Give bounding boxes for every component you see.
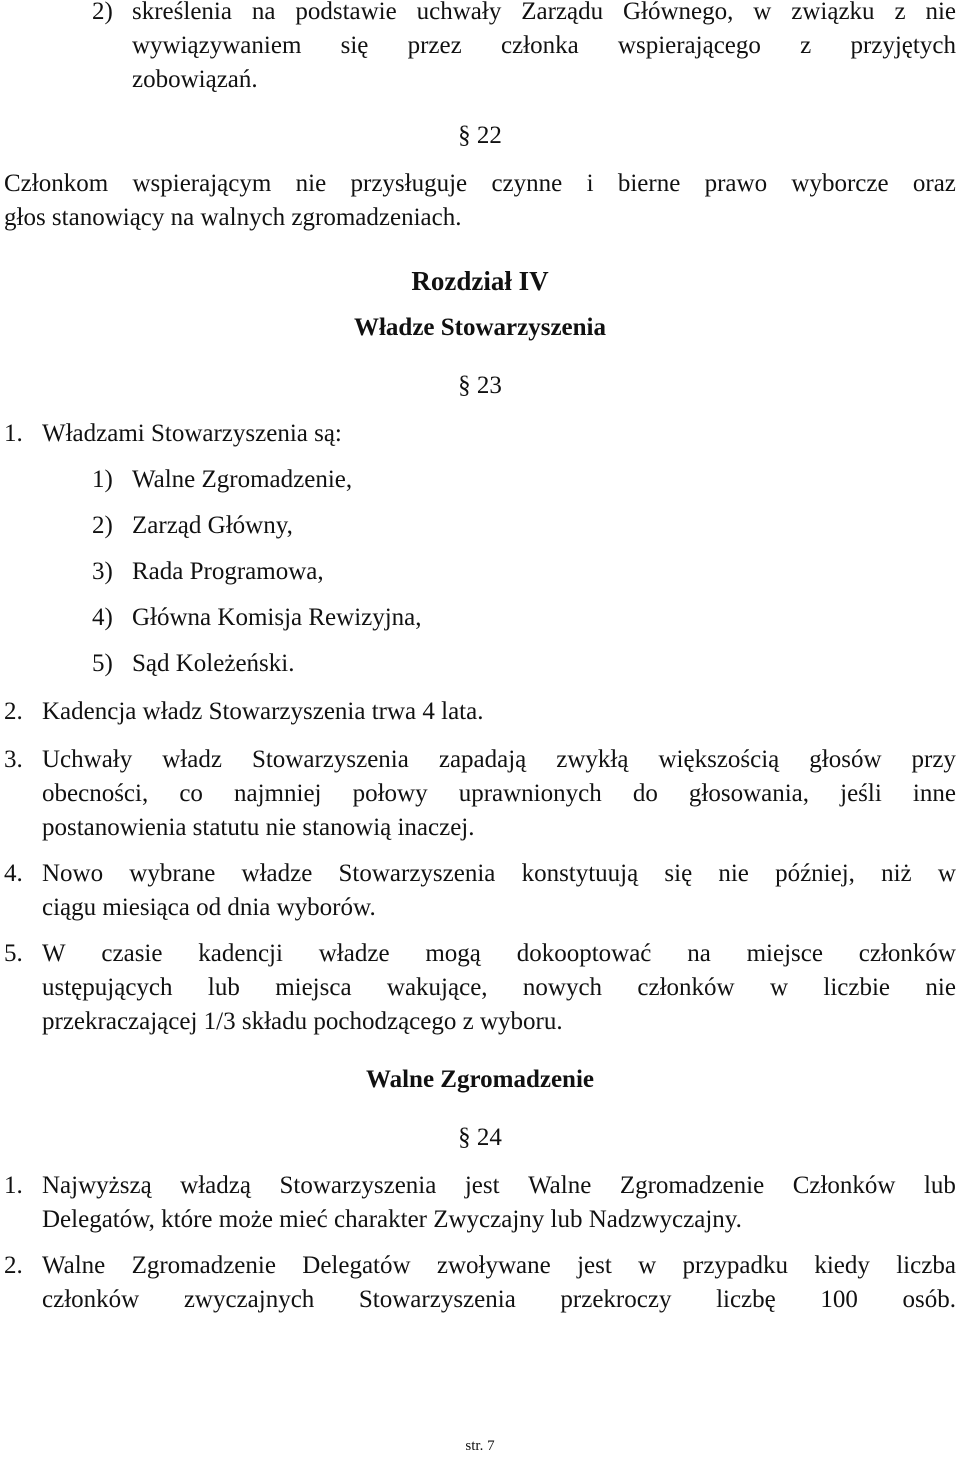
subsection-title: Walne Zgromadzenie — [365, 1066, 594, 1093]
paragraph-line: wywiązywaniem się przez członka wspierającego z przyjętych — [132, 32, 956, 59]
list-number: 5) — [92, 650, 113, 677]
list-item: Główna Komisja Rewizyjna, — [132, 604, 422, 631]
list-item: Walne Zgromadzenie, — [132, 466, 353, 493]
list-number: 4) — [92, 604, 113, 631]
paragraph-line: przekraczającej 1/3 składu pochodzącego z wyboru. — [42, 1008, 563, 1035]
paragraph-line: członków zwyczajnych Stowarzyszenia przekroczy liczbę 100 osób. — [42, 1286, 956, 1313]
paragraph-line: postanowienia statutu nie stanowią inaczej. — [42, 814, 475, 841]
paragraph-line: ciągu miesiąca od dnia wyborów. — [42, 894, 376, 921]
paragraph-number: 1. — [4, 1172, 23, 1199]
paragraph-line: głos stanowiący na walnych zgromadzeniach. — [4, 204, 462, 231]
paragraph-number: 2. — [4, 698, 23, 725]
paragraph-line: Walne Zgromadzenie Delegatów zwoływane jest w przypadku kiedy liczba — [42, 1252, 956, 1279]
paragraph-line: Najwyższą władzą Stowarzyszenia jest Walne Zgromadzenie Członków lub — [42, 1172, 956, 1199]
paragraph-line: Członkom wspierającym nie przysługuje czynne i bierne prawo wyborcze oraz — [4, 170, 956, 197]
list-item: Sąd Koleżeński. — [132, 650, 295, 677]
paragraph-line: skreślenia na podstawie uchwały Zarządu Głównego, w związku z nie — [132, 0, 956, 25]
chapter-subtitle: Władze Stowarzyszenia — [353, 314, 607, 341]
section-heading: § 23 — [458, 372, 502, 399]
page-number: str. 7 — [465, 1438, 495, 1454]
paragraph-number: 2. — [4, 1252, 23, 1279]
chapter-title: Rozdział IV — [411, 266, 549, 296]
paragraph-number: 1. — [4, 420, 23, 447]
list-number: 2) — [92, 512, 113, 539]
paragraph-text: Władzami Stowarzyszenia są: — [42, 420, 342, 447]
list-number: 3) — [92, 558, 113, 585]
paragraph-number: 5. — [4, 940, 23, 967]
paragraph-text: Kadencja władz Stowarzyszenia trwa 4 lata. — [42, 698, 484, 725]
paragraph-line: Delegatów, które może mieć charakter Zwyczajny lub Nadzwyczajny. — [42, 1206, 742, 1233]
paragraph-number: 3. — [4, 746, 23, 773]
paragraph-line: W czasie kadencji władze mogą dokooptować na miejsce członków — [42, 940, 956, 967]
list-number: 2) — [92, 0, 113, 25]
section-heading: § 24 — [458, 1124, 502, 1151]
section-heading: § 22 — [458, 122, 502, 149]
list-number: 1) — [92, 466, 113, 493]
paragraph-line: obecności, co najmniej połowy uprawnionych do głosowania, jeśli inne — [42, 780, 956, 807]
paragraph-line: Nowo wybrane władze Stowarzyszenia konstytuują się nie później, niż w — [42, 860, 956, 887]
list-item: Zarząd Główny, — [132, 512, 293, 539]
list-item: Rada Programowa, — [132, 558, 324, 585]
paragraph-line: zobowiązań. — [132, 66, 258, 93]
paragraph-line: ustępujących lub miejsca wakujące, nowych członków w liczbie nie — [42, 974, 956, 1001]
paragraph-number: 4. — [4, 860, 23, 887]
paragraph-line: Uchwały władz Stowarzyszenia zapadają zwykłą większością głosów przy — [42, 746, 956, 773]
